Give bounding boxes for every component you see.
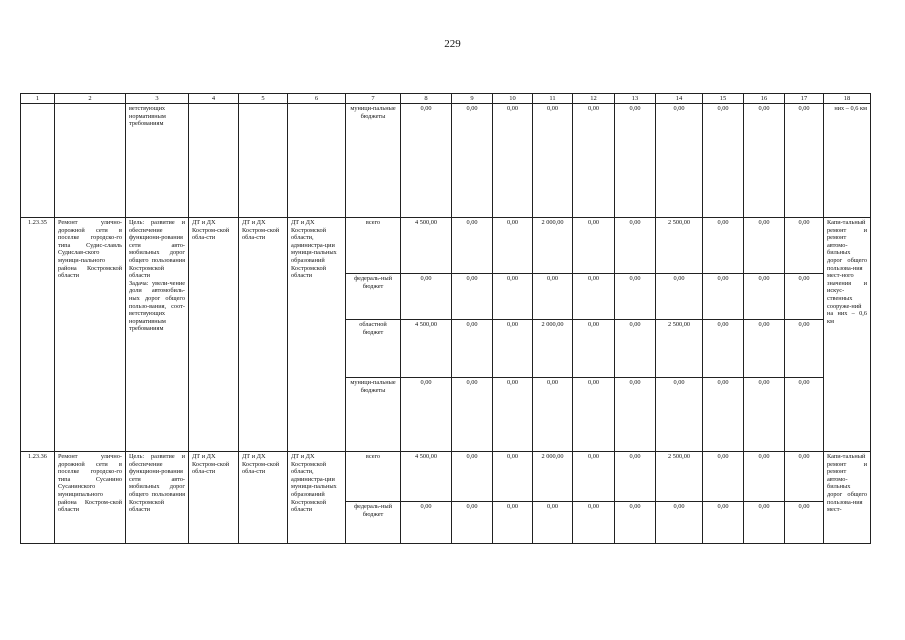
column-number: 3 xyxy=(126,94,189,104)
value-cell: 0,00 xyxy=(744,274,785,320)
value-cell: 0,00 xyxy=(744,502,785,544)
value-cell: 0,00 xyxy=(703,320,744,378)
value-cell: 0,00 xyxy=(615,320,656,378)
value-cell: 0,00 xyxy=(615,502,656,544)
executor-cell: ДТ и ДХ Костром-ской обла-сти xyxy=(189,452,239,544)
value-cell: 2 500,00 xyxy=(656,218,703,274)
value-cell: 0,00 xyxy=(573,378,615,452)
value-cell: 0,00 xyxy=(615,452,656,502)
value-cell: 0,00 xyxy=(401,274,452,320)
value-cell: 4 500,00 xyxy=(401,218,452,274)
cell-empty xyxy=(288,104,346,218)
value-cell: 0,00 xyxy=(493,502,533,544)
column-number: 10 xyxy=(493,94,533,104)
value-cell: 0,00 xyxy=(452,502,493,544)
value-cell: 0,00 xyxy=(785,502,824,544)
value-cell: 0,00 xyxy=(703,502,744,544)
value-cell: 0,00 xyxy=(493,218,533,274)
value-cell: 0,00 xyxy=(656,378,703,452)
column-number: 1 xyxy=(21,94,55,104)
value-cell: 0,00 xyxy=(656,104,703,218)
column-number: 9 xyxy=(452,94,493,104)
source-cell: всего xyxy=(346,452,401,502)
value-cell: 0,00 xyxy=(785,452,824,502)
value-cell: 0,00 xyxy=(452,452,493,502)
column-number: 12 xyxy=(573,94,615,104)
value-cell: 0,00 xyxy=(785,218,824,274)
value-cell: 0,00 xyxy=(401,104,452,218)
program-table xyxy=(20,93,871,544)
column-number: 13 xyxy=(615,94,656,104)
column-number: 7 xyxy=(346,94,401,104)
value-cell: 0,00 xyxy=(703,452,744,502)
executor-cell: ДТ и ДХ Костром-ской обла-сти xyxy=(189,218,239,452)
value-cell: 0,00 xyxy=(615,104,656,218)
column-number: 2 xyxy=(55,94,126,104)
item-id-cell: 1.23.35 xyxy=(21,218,55,452)
value-cell: 0,00 xyxy=(615,274,656,320)
value-cell: 0,00 xyxy=(452,218,493,274)
value-cell: 0,00 xyxy=(493,104,533,218)
value-cell: 0,00 xyxy=(533,502,573,544)
participants-cell: ДТ и ДХ Костромской области, администра-ции муници-пальных образований Костромской области xyxy=(288,218,346,452)
value-cell: 0,00 xyxy=(744,218,785,274)
value-cell: 0,00 xyxy=(785,104,824,218)
value-cell: 0,00 xyxy=(573,104,615,218)
value-cell: 2 000,00 xyxy=(533,452,573,502)
value-cell: 2 500,00 xyxy=(656,320,703,378)
value-cell: 0,00 xyxy=(573,502,615,544)
table-row xyxy=(21,452,871,502)
note-cell: Капи-тальный ремонт и ремонт автомо-бильных дорог общего пользова-ния мест- xyxy=(824,452,871,544)
table-row xyxy=(21,218,871,274)
item-name-cell: Ремонт улично-дорожной сети в поселке городско-го типа Судис-славль Судислав-ского муници-пального района Костромской области xyxy=(55,218,126,452)
value-cell: 0,00 xyxy=(573,274,615,320)
source-cell: муници-пальные бюджеты xyxy=(346,104,401,218)
value-cell: 0,00 xyxy=(615,378,656,452)
value-cell: 0,00 xyxy=(533,104,573,218)
source-cell: федераль-ный бюджет xyxy=(346,274,401,320)
item-name-cell: Ремонт улично-дорожной сети в поселке городско-го типа Сусанино Сусанинского муниципального района Костром-ской области xyxy=(55,452,126,544)
column-number: 18 xyxy=(824,94,871,104)
value-cell: 0,00 xyxy=(744,452,785,502)
value-cell: 0,00 xyxy=(573,452,615,502)
column-number: 16 xyxy=(744,94,785,104)
value-cell: 0,00 xyxy=(703,104,744,218)
column-number: 8 xyxy=(401,94,452,104)
cell-empty xyxy=(239,104,288,218)
value-cell: 0,00 xyxy=(493,452,533,502)
column-number: 15 xyxy=(703,94,744,104)
value-cell: 0,00 xyxy=(703,218,744,274)
coexecutor-cell: ДТ и ДХ Костром-ской обла-сти xyxy=(239,452,288,544)
value-cell: 0,00 xyxy=(452,274,493,320)
value-cell: 0,00 xyxy=(703,274,744,320)
cell-empty xyxy=(189,104,239,218)
value-cell: 0,00 xyxy=(533,378,573,452)
value-cell: 0,00 xyxy=(744,104,785,218)
column-number: 6 xyxy=(288,94,346,104)
note-cell: Капи-тальный ремонт и ремонт автомо-бильных дорог общего пользова-ния мест-ного значения и искус-ственных сооруже-ний на них – 0,6 км xyxy=(824,218,871,452)
value-cell: 2 000,00 xyxy=(533,320,573,378)
value-cell: 0,00 xyxy=(401,378,452,452)
value-cell: 0,00 xyxy=(785,320,824,378)
value-cell: 0,00 xyxy=(573,218,615,274)
coexecutor-cell: ДТ и ДХ Костром-ской обла-сти xyxy=(239,218,288,452)
source-cell: федераль-ный бюджет xyxy=(346,502,401,544)
value-cell: 0,00 xyxy=(493,320,533,378)
goal-cell: Цель: развитие и обеспечение функциони-рования сети авто-мобильных дорог общего пользования Костромской области Задача: увели-чение доли автомобиль-ных дорог общего пользо-вания, соот-ветствующих нормативным требованиям xyxy=(126,218,189,452)
item-id-cell: 1.23.36 xyxy=(21,452,55,544)
goal-tail-cell: ветствующих нормативным требованиям xyxy=(126,104,189,218)
value-cell: 0,00 xyxy=(785,274,824,320)
value-cell: 0,00 xyxy=(744,378,785,452)
value-cell: 0,00 xyxy=(452,320,493,378)
value-cell: 0,00 xyxy=(656,502,703,544)
column-number-row xyxy=(21,94,871,104)
value-cell: 0,00 xyxy=(744,320,785,378)
column-number: 4 xyxy=(189,94,239,104)
cell-empty xyxy=(21,104,55,218)
value-cell: 2 500,00 xyxy=(656,452,703,502)
value-cell: 0,00 xyxy=(533,274,573,320)
note-tail-cell: них – 0,6 км xyxy=(824,104,871,218)
value-cell: 0,00 xyxy=(493,378,533,452)
value-cell: 0,00 xyxy=(656,274,703,320)
table-row xyxy=(21,104,871,218)
value-cell: 0,00 xyxy=(401,502,452,544)
value-cell: 0,00 xyxy=(493,274,533,320)
cell-empty xyxy=(55,104,126,218)
value-cell: 0,00 xyxy=(573,320,615,378)
source-cell: всего xyxy=(346,218,401,274)
value-cell: 4 500,00 xyxy=(401,452,452,502)
page-number: 229 xyxy=(444,38,461,50)
value-cell: 0,00 xyxy=(452,378,493,452)
column-number: 14 xyxy=(656,94,703,104)
source-cell: муници-пальные бюджеты xyxy=(346,378,401,452)
column-number: 5 xyxy=(239,94,288,104)
column-number: 11 xyxy=(533,94,573,104)
column-number: 17 xyxy=(785,94,824,104)
value-cell: 0,00 xyxy=(615,218,656,274)
value-cell: 0,00 xyxy=(703,378,744,452)
value-cell: 2 000,00 xyxy=(533,218,573,274)
goal-cell: Цель: развитие и обеспечение функциони-рования сети авто-мобильных дорог общего пользования Костромской области xyxy=(126,452,189,544)
value-cell: 4 500,00 xyxy=(401,320,452,378)
participants-cell: ДТ и ДХ Костромской области, администра-ции муници-пальных образований Костромской области xyxy=(288,452,346,544)
value-cell: 0,00 xyxy=(452,104,493,218)
value-cell: 0,00 xyxy=(785,378,824,452)
source-cell: областной бюджет xyxy=(346,320,401,378)
